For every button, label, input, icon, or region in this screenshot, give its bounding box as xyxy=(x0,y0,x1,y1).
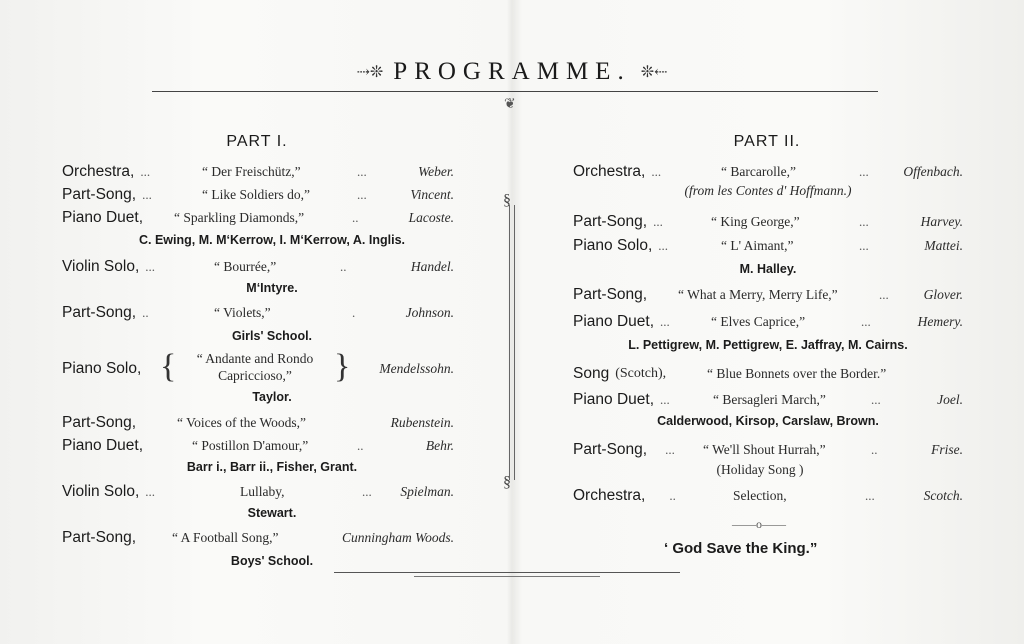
item-type: Violin Solo, xyxy=(62,258,140,275)
performers: Barr i., Barr ii., Fisher, Grant. xyxy=(186,460,358,474)
programme-item xyxy=(62,434,462,458)
item-dots: ... xyxy=(658,238,669,253)
brace-left-icon: { xyxy=(160,348,177,385)
performers: Boys' School. xyxy=(230,554,314,568)
item-composer: Mattei. xyxy=(924,238,963,253)
programme-item xyxy=(62,411,462,435)
item-dots: ... xyxy=(145,259,156,274)
item-piece: “ Barcarolle,” xyxy=(721,164,796,179)
item-type: Part-Song, xyxy=(573,213,648,230)
item-note: (from les Contes d' Hoffmann.) xyxy=(684,183,852,198)
item-mid-dots: .. xyxy=(340,259,347,274)
item-type: Orchestra, xyxy=(573,487,646,504)
bottom-rule xyxy=(334,572,680,573)
item-composer: Weber. xyxy=(418,164,454,179)
programme-item xyxy=(62,160,462,184)
item-type: Part-Song, xyxy=(62,186,137,203)
item-piece: “ Postillon D'amour,” xyxy=(192,438,309,453)
item-type: Part-Song, xyxy=(62,304,137,321)
performers: C. Ewing, M. M‘Kerrow, I. M‘Kerrow, A. Inglis. xyxy=(139,233,405,247)
title-ornament-right: ❊⇠ xyxy=(640,64,668,81)
item-dots: ... xyxy=(660,392,670,407)
part-two-heading: PART II. xyxy=(733,133,801,150)
programme-item xyxy=(573,362,963,386)
performers: Taylor. xyxy=(252,390,292,404)
item-mid-dots: ... xyxy=(871,392,881,407)
item-mid-dots: . xyxy=(352,305,356,320)
item-composer: Spielman. xyxy=(400,484,454,499)
item-composer: Scotch. xyxy=(923,488,963,503)
item-composer: Mendelssohn. xyxy=(379,361,454,376)
item-type: Piano Duet, xyxy=(573,391,654,408)
item-note: (Holiday Song ) xyxy=(716,462,804,477)
item-type: Part-Song, xyxy=(573,286,648,303)
item-piece: “ Sparkling Diamonds,” xyxy=(174,210,305,225)
item-dots: (Scotch), xyxy=(615,366,667,381)
programme-item xyxy=(62,526,462,550)
fleuron-icon: ❦ xyxy=(504,97,516,112)
item-type: Piano Solo, xyxy=(62,360,142,377)
item-piece: “ Blue Bonnets over the Border.” xyxy=(707,366,887,381)
item-dots: ... xyxy=(142,187,152,202)
programme-item xyxy=(573,210,963,234)
item-piece: “ Der Freischütz,” xyxy=(202,164,301,179)
item-type: Song xyxy=(573,365,610,382)
item-dots: .. xyxy=(142,305,149,320)
item-mid-dots: ... xyxy=(859,164,869,179)
item-type: Piano Solo, xyxy=(573,237,653,254)
programme-item xyxy=(62,255,462,279)
item-piece: Lullaby, xyxy=(240,484,285,499)
item-composer: Cunningham Woods. xyxy=(341,530,454,545)
performers: Girls' School. xyxy=(231,329,313,343)
title-ornament-left: ⇢❊ xyxy=(356,64,384,81)
item-piece: “ King George,” xyxy=(711,214,800,229)
title-rule xyxy=(152,91,878,92)
item-type: Part-Song, xyxy=(62,414,137,431)
programme-item xyxy=(573,484,963,508)
item-composer: Hemery. xyxy=(917,314,963,329)
item-type: Orchestra, xyxy=(62,163,135,180)
final-ornament: ——o—— xyxy=(732,517,786,531)
item-type: Orchestra, xyxy=(573,163,646,180)
item-mid-dots: ... xyxy=(357,187,367,202)
item-type: Part-Song, xyxy=(62,529,137,546)
item-piece: “ Bourrée,” xyxy=(214,259,277,274)
item-mid-dots: .. xyxy=(871,442,878,457)
item-dots: ... xyxy=(145,484,156,499)
item-piece: “ A Football Song,” xyxy=(172,530,279,545)
item-mid-dots: ... xyxy=(865,488,875,503)
item-piece: “ L' Aimant,” xyxy=(721,238,794,253)
item-piece: “ Violets,” xyxy=(214,305,271,320)
item-type: Piano Duet, xyxy=(62,209,143,226)
center-divider xyxy=(509,205,515,480)
item-dots: .. xyxy=(669,488,676,503)
item-mid-dots: ... xyxy=(357,164,367,179)
scroll-bottom-icon: § xyxy=(503,474,511,491)
item-composer: Joel. xyxy=(937,392,963,407)
programme-header xyxy=(300,56,724,88)
item-piece: Selection, xyxy=(733,488,787,503)
performers: Calderwood, Kirsop, Carslaw, Brown. xyxy=(657,414,879,428)
item-piece: “ What a Merry, Merry Life,” xyxy=(678,287,838,302)
item-type: Violin Solo, xyxy=(62,483,140,500)
programme-item xyxy=(573,160,963,184)
item-composer: Johnson. xyxy=(405,305,454,320)
programme-item xyxy=(573,388,963,412)
programme-item xyxy=(62,480,462,504)
item-composer: Offenbach. xyxy=(903,164,963,179)
part-one-heading: PART I. xyxy=(226,133,288,150)
item-mid-dots: ... xyxy=(859,238,869,253)
programme-item xyxy=(62,301,462,325)
item-piece: “ Voices of the Woods,” xyxy=(177,415,307,430)
programme-title: PROGRAMME. xyxy=(393,58,631,85)
item-composer: Handel. xyxy=(410,259,454,274)
programme-item xyxy=(573,283,963,307)
performers: L. Pettigrew, M. Pettigrew, E. Jaffray, M. Cairns. xyxy=(628,338,908,352)
scroll-top-icon: § xyxy=(503,192,511,209)
item-dots: ... xyxy=(651,164,662,179)
anthem-line: ‘ God Save the King.” xyxy=(664,540,818,557)
item-composer: Frise. xyxy=(931,442,963,457)
item-dots: ... xyxy=(140,164,151,179)
item-piece: “ Elves Caprice,” xyxy=(711,314,806,329)
brace-right-icon: } xyxy=(334,348,351,385)
item-type: Piano Duet, xyxy=(62,437,143,454)
item-type: Part-Song, xyxy=(573,441,648,458)
item-composer: Glover. xyxy=(923,287,963,302)
item-dots: ... xyxy=(653,214,663,229)
item-piece: “ Like Soldiers do,” xyxy=(202,187,310,202)
item-type: Piano Duet, xyxy=(573,313,654,330)
programme-item xyxy=(573,438,963,462)
bottom-rule-short xyxy=(414,576,600,577)
item-composer: Lacoste. xyxy=(408,210,454,225)
item-mid-dots: .. xyxy=(357,438,364,453)
programme-item xyxy=(62,183,462,207)
item-mid-dots: ... xyxy=(861,314,871,329)
programme-item xyxy=(573,310,963,334)
item-mid-dots: ... xyxy=(362,484,372,499)
item-composer: Rubenstein. xyxy=(390,415,454,430)
item-dots: ... xyxy=(665,442,675,457)
performers: M‘Intyre. xyxy=(246,281,298,295)
performers: M. Halley. xyxy=(739,262,797,276)
item-piece-line1: “ Andante and Rondo xyxy=(196,351,314,366)
item-piece-line2: Capriccioso,” xyxy=(218,368,292,383)
item-piece: “ We'll Shout Hurrah,” xyxy=(703,442,826,457)
item-mid-dots: ... xyxy=(879,287,889,302)
programme-item xyxy=(62,206,462,230)
item-mid-dots: .. xyxy=(352,210,359,225)
performers: Stewart. xyxy=(247,506,297,520)
item-piece: “ Bersagleri March,” xyxy=(713,392,826,407)
item-composer: Behr. xyxy=(425,438,454,453)
item-dots: ... xyxy=(660,314,670,329)
item-mid-dots: ... xyxy=(859,214,869,229)
item-composer: Harvey. xyxy=(920,214,963,229)
item-composer: Vincent. xyxy=(410,187,454,202)
programme-item xyxy=(573,234,963,258)
